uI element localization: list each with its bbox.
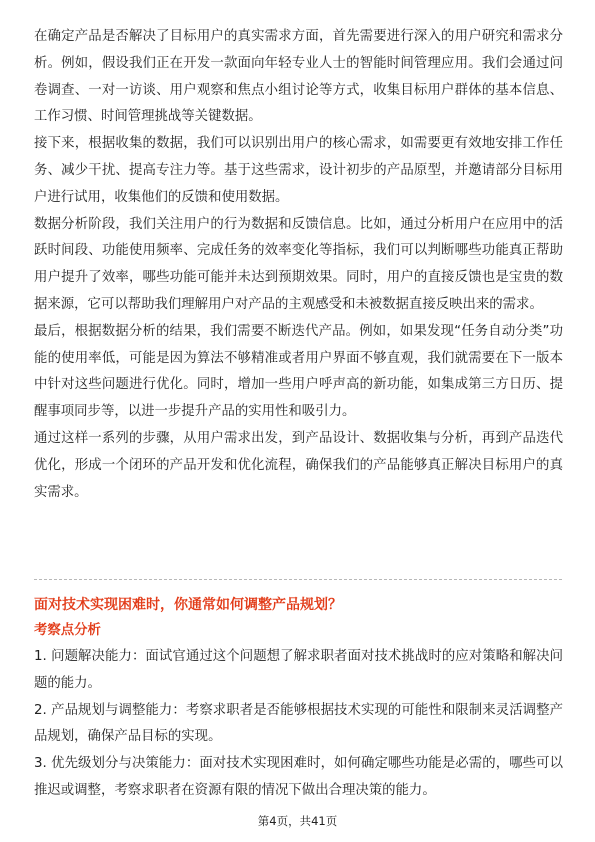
paragraph-data-analysis: 数据分析阶段，我们关注用户的行为数据和反馈信息。比如，通过分析用户在应用中的活跃时间段、功能使用频率、完成任务的效率变化等指标，我们可以判断哪些功能真正帮助用户提升了效率，哪些功能可能并未达到预期效果。同时，用户的直接反馈也是宝贵的数据来源，它可以帮助我们理解用户对产品的主观感受和未被数据直接反映出来的需求。 [34, 216, 563, 312]
section-divider [34, 579, 562, 580]
analysis-item-1: 1. 问题解决能力：面试官通过这个问题想了解求职者面对技术挑战时的应对策略和解决问题的能力。 [34, 649, 563, 691]
analysis-subheading: 考察点分析 [34, 623, 101, 638]
page-number: 第4页，共41页 [257, 814, 338, 828]
analysis-item-2: 2. 产品规划与调整能力：考察求职者是否能够根据技术实现的可能性和限制来灵活调整产品规划，确保产品目标的实现。 [34, 702, 563, 745]
paragraph-core-needs: 接下来，根据收集的数据，我们可以识别出用户的核心需求，如需要更有效地安排工作任务、减少干扰、提高专注力等。基于这些需求，设计初步的产品原型，并邀请部分目标用户进行试用，收集他们的反馈和使用数据。 [34, 136, 563, 205]
answer-body [34, 24, 563, 506]
question-section [34, 592, 563, 805]
question-title: 面对技术实现困难时，你通常如何调整产品规划？ [34, 597, 342, 613]
paragraph-conclusion: 通过这样一系列的步骤，从用户需求出发，到产品设计、数据收集与分析，再到产品迭代优化，形成一个闭环的产品开发和优化流程，确保我们的产品能够真正解决目标用户的真实需求。 [34, 430, 563, 500]
paragraph-user-research: 在确定产品是否解决了目标用户的真实需求方面，首先需要进行深入的用户研究和需求分析。例如，假设我们正在开发一款面向年轻专业人士的智能时间管理应用。我们会通过问卷调查、一对一访谈、用户观察和焦点小组讨论等方式，收集目标用户群体的基本信息、工作习惯、时间管理挑战等关键数据。 [34, 29, 563, 125]
paragraph-iteration: 最后，根据数据分析的结果，我们需要不断迭代产品。例如，如果发现“任务自动分类”功能的使用率低，可能是因为算法不够精准或者用户界面不够直观，我们就需要在下一版本中针对这些问题进行优化。同时，增加一些用户呼声高的新功能，如集成第三方日历、提醒事项同步等，以进一步提升产品的实用性和吸引力。 [34, 323, 563, 420]
analysis-item-3: 3. 优先级划分与决策能力：面对技术实现困难时，如何确定哪些功能是必需的，哪些可以推迟或调整，考察求职者在资源有限的情况下做出合理决策的能力。 [34, 756, 563, 798]
